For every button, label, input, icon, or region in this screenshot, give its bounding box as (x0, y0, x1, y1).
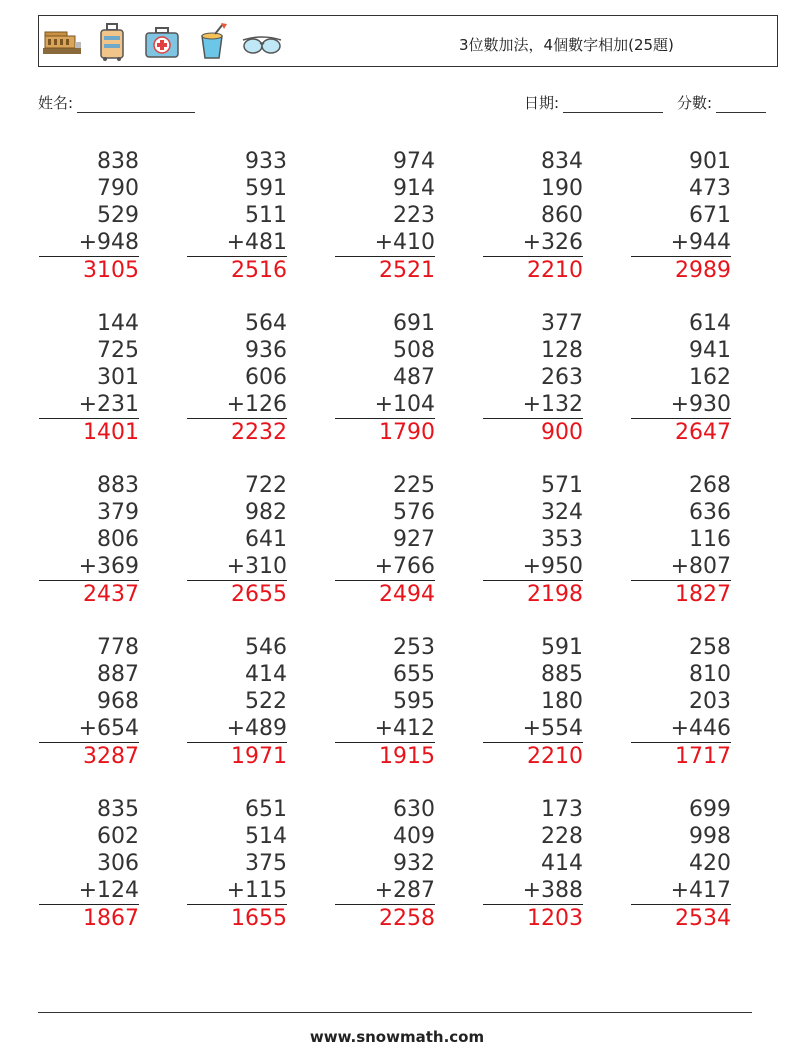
score-label: 分數: (677, 94, 713, 112)
addition-problem (631, 310, 731, 447)
date-field[interactable] (524, 92, 663, 113)
addend: 301 (97, 365, 139, 390)
addend: 263 (541, 365, 583, 390)
addition-problem (335, 634, 435, 771)
score-blank[interactable] (716, 96, 766, 113)
addend: 571 (541, 473, 583, 498)
addend: 914 (393, 176, 435, 201)
addend: 778 (97, 635, 139, 660)
answer: 3287 (83, 744, 139, 769)
addend: 941 (689, 338, 731, 363)
addend: 128 (541, 338, 583, 363)
addend-with-plus: +948 (39, 229, 139, 257)
addend: 651 (245, 797, 287, 822)
addition-problem (187, 796, 287, 933)
addend: 522 (245, 689, 287, 714)
addition-problem (39, 472, 139, 609)
addend: 180 (541, 689, 583, 714)
sunglasses-icon (241, 22, 283, 62)
addition-problem (483, 310, 583, 447)
addend: 883 (97, 473, 139, 498)
addend-with-plus: +489 (187, 715, 287, 743)
addend: 379 (97, 500, 139, 525)
addend-with-plus: +231 (39, 391, 139, 419)
addend: 253 (393, 635, 435, 660)
addition-problem (631, 148, 731, 285)
addition-problem (335, 796, 435, 933)
addend-with-plus: +807 (631, 553, 731, 581)
name-blank[interactable] (77, 96, 195, 113)
addend: 974 (393, 149, 435, 174)
addend-with-plus: +310 (187, 553, 287, 581)
answer: 1790 (379, 420, 435, 445)
addend: 203 (689, 689, 731, 714)
addend: 353 (541, 527, 583, 552)
addend: 306 (97, 851, 139, 876)
addend: 982 (245, 500, 287, 525)
addend: 655 (393, 662, 435, 687)
addend: 838 (97, 149, 139, 174)
addend: 420 (689, 851, 731, 876)
addition-problem (39, 634, 139, 771)
addend: 806 (97, 527, 139, 552)
answer: 2232 (231, 420, 287, 445)
addend-with-plus: +554 (483, 715, 583, 743)
answer: 2258 (379, 906, 435, 931)
addend: 375 (245, 851, 287, 876)
addend: 641 (245, 527, 287, 552)
addend: 564 (245, 311, 287, 336)
addend: 487 (393, 365, 435, 390)
addend: 223 (393, 203, 435, 228)
suitcase-icon (91, 22, 133, 62)
addition-problem (335, 148, 435, 285)
addend: 473 (689, 176, 731, 201)
addend: 576 (393, 500, 435, 525)
addend-with-plus: +124 (39, 877, 139, 905)
addend: 835 (97, 797, 139, 822)
name-field[interactable] (38, 92, 195, 113)
addition-problem (483, 472, 583, 609)
addend: 377 (541, 311, 583, 336)
addend-with-plus: +115 (187, 877, 287, 905)
header-icons (41, 22, 283, 62)
addend: 932 (393, 851, 435, 876)
addend: 636 (689, 500, 731, 525)
sand-bucket-icon (191, 22, 233, 62)
addend: 144 (97, 311, 139, 336)
addend: 901 (689, 149, 731, 174)
addend-with-plus: +410 (335, 229, 435, 257)
addend-with-plus: +766 (335, 553, 435, 581)
answer: 900 (541, 420, 583, 445)
addend: 630 (393, 797, 435, 822)
addend: 725 (97, 338, 139, 363)
addend-with-plus: +944 (631, 229, 731, 257)
colosseum-icon (41, 22, 83, 62)
addend: 933 (245, 149, 287, 174)
addition-problem (335, 310, 435, 447)
addend: 860 (541, 203, 583, 228)
addition-problem (631, 634, 731, 771)
addend: 998 (689, 824, 731, 849)
addend: 228 (541, 824, 583, 849)
footer-divider (38, 1012, 752, 1013)
addend: 414 (541, 851, 583, 876)
addend-with-plus: +950 (483, 553, 583, 581)
answer: 2516 (231, 258, 287, 283)
addend: 116 (689, 527, 731, 552)
answer: 1827 (675, 582, 731, 607)
date-label: 日期: (524, 94, 560, 112)
answer: 2437 (83, 582, 139, 607)
addition-problem (187, 634, 287, 771)
addend-with-plus: +326 (483, 229, 583, 257)
addend-with-plus: +388 (483, 877, 583, 905)
addition-problem (483, 796, 583, 933)
addition-problem (39, 796, 139, 933)
score-field[interactable] (677, 92, 766, 113)
addend: 529 (97, 203, 139, 228)
addition-problem (631, 472, 731, 609)
addend: 936 (245, 338, 287, 363)
worksheet-title: 3位數加法，4個數字相加(25題) (459, 36, 674, 54)
answer: 2521 (379, 258, 435, 283)
addend: 268 (689, 473, 731, 498)
addition-problem (483, 634, 583, 771)
addend: 699 (689, 797, 731, 822)
first-aid-kit-icon (141, 22, 183, 62)
answer: 1867 (83, 906, 139, 931)
addend: 514 (245, 824, 287, 849)
addition-problem (335, 472, 435, 609)
answer: 1203 (527, 906, 583, 931)
addend-with-plus: +417 (631, 877, 731, 905)
answer: 2210 (527, 258, 583, 283)
addend: 810 (689, 662, 731, 687)
addend: 324 (541, 500, 583, 525)
addend: 927 (393, 527, 435, 552)
addition-problem (187, 472, 287, 609)
addend: 602 (97, 824, 139, 849)
answer: 2210 (527, 744, 583, 769)
addend-with-plus: +126 (187, 391, 287, 419)
addend-with-plus: +446 (631, 715, 731, 743)
answer: 1655 (231, 906, 287, 931)
addend-with-plus: +287 (335, 877, 435, 905)
addend: 409 (393, 824, 435, 849)
addend: 414 (245, 662, 287, 687)
addend-with-plus: +369 (39, 553, 139, 581)
answer: 3105 (83, 258, 139, 283)
addend: 722 (245, 473, 287, 498)
date-blank[interactable] (563, 96, 663, 113)
addend-with-plus: +930 (631, 391, 731, 419)
addition-problem (39, 310, 139, 447)
answer: 2647 (675, 420, 731, 445)
addend-with-plus: +104 (335, 391, 435, 419)
addend: 511 (245, 203, 287, 228)
addend-with-plus: +654 (39, 715, 139, 743)
name-label: 姓名: (38, 94, 74, 112)
addend: 834 (541, 149, 583, 174)
addition-problem (187, 310, 287, 447)
addition-problem (631, 796, 731, 933)
addend: 591 (245, 176, 287, 201)
addition-problem (187, 148, 287, 285)
addend: 591 (541, 635, 583, 660)
addend-with-plus: +481 (187, 229, 287, 257)
worksheet-header (38, 15, 778, 67)
addend: 614 (689, 311, 731, 336)
addend: 887 (97, 662, 139, 687)
answer: 1915 (379, 744, 435, 769)
answer: 1401 (83, 420, 139, 445)
addend: 968 (97, 689, 139, 714)
addend: 190 (541, 176, 583, 201)
addend: 162 (689, 365, 731, 390)
answer: 1971 (231, 744, 287, 769)
answer: 2534 (675, 906, 731, 931)
addend: 508 (393, 338, 435, 363)
addend-with-plus: +412 (335, 715, 435, 743)
addition-problem (483, 148, 583, 285)
addend: 546 (245, 635, 287, 660)
answer: 2989 (675, 258, 731, 283)
addend: 258 (689, 635, 731, 660)
answer: 1717 (675, 744, 731, 769)
addend: 885 (541, 662, 583, 687)
footer-site: www.snowmath.com (309, 1028, 485, 1046)
addend: 671 (689, 203, 731, 228)
addition-problem (39, 148, 139, 285)
answer: 2198 (527, 582, 583, 607)
addend: 225 (393, 473, 435, 498)
addend: 691 (393, 311, 435, 336)
addend: 790 (97, 176, 139, 201)
addend: 173 (541, 797, 583, 822)
answer: 2494 (379, 582, 435, 607)
addend: 595 (393, 689, 435, 714)
answer: 2655 (231, 582, 287, 607)
addend: 606 (245, 365, 287, 390)
addend-with-plus: +132 (483, 391, 583, 419)
